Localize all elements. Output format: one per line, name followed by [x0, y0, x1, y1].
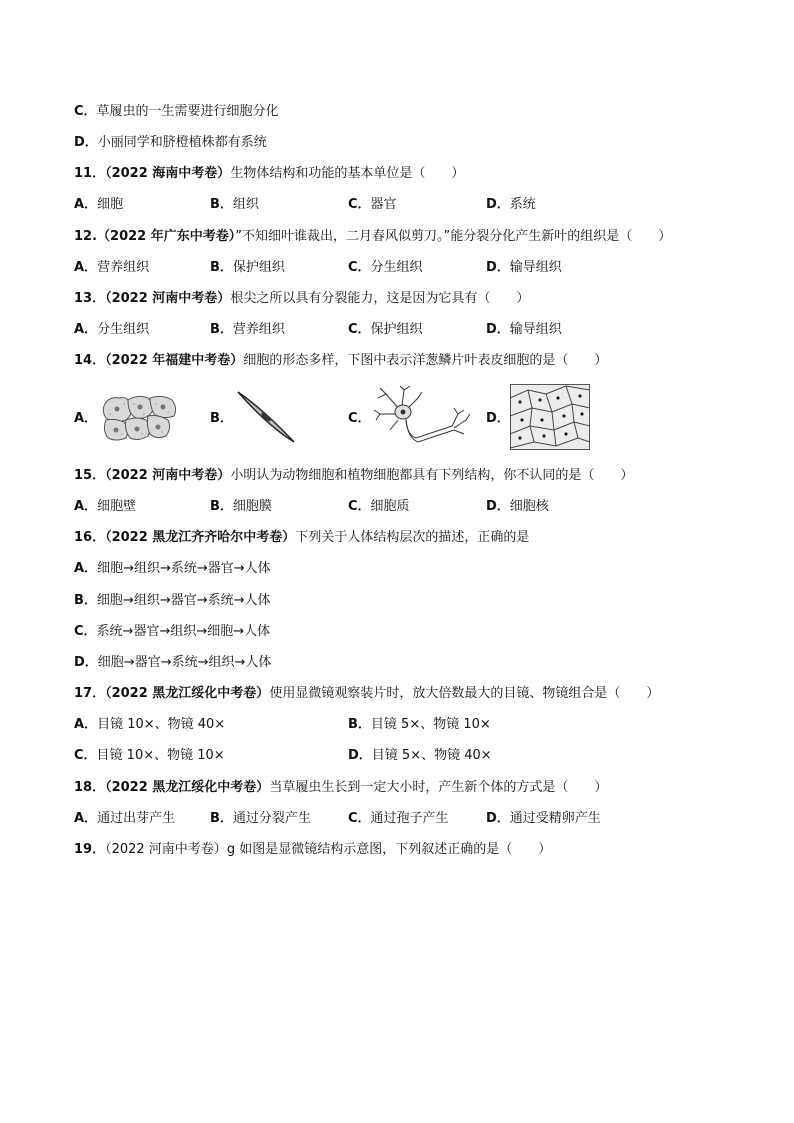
option-letter: B． — [210, 811, 233, 826]
option-letter: D． — [486, 499, 510, 514]
q14-option-a-label — [74, 410, 97, 428]
q16-option-c — [74, 623, 270, 641]
q13-option-c — [348, 321, 423, 339]
option-text: 器官 — [370, 197, 397, 212]
option-text: 输导组织 — [509, 322, 562, 337]
question-stem: 生物体结构和功能的基本单位是（ ） — [230, 166, 465, 181]
q12-option-b — [210, 259, 285, 277]
q18-option-c — [348, 810, 449, 828]
option-text: 分生组织 — [370, 260, 423, 275]
option-letter: B． — [348, 717, 371, 732]
option-letter: C． — [348, 260, 371, 275]
option-text: 系统 — [509, 197, 536, 212]
option-text: 输导组织 — [509, 260, 562, 275]
option-letter: C． — [74, 104, 97, 119]
option-text: 目镜 10×、物镜 40× — [97, 717, 226, 732]
q11-option-a — [74, 196, 123, 214]
q17-option-d — [348, 747, 492, 765]
epithelial-cells-drawing — [100, 392, 180, 444]
question-stem: 细胞的形态多样，下图中表示洋葱鳞片叶表皮细胞的是（ ） — [243, 353, 608, 368]
option-letter: B． — [210, 322, 233, 337]
question-number: 17． — [74, 686, 106, 701]
q14-option-b-label — [210, 410, 233, 428]
option-letter: C． — [348, 499, 371, 514]
q18-option-a — [74, 810, 175, 828]
option-text: 系统→器官→组织→细胞→人体 — [96, 624, 271, 639]
option-letter: A． — [74, 811, 98, 826]
option-letter: A． — [74, 322, 98, 337]
q15-option-d — [486, 498, 549, 516]
option-text: 通过分裂产生 — [232, 811, 311, 826]
option-letter: A． — [74, 197, 98, 212]
q13-option-d — [486, 321, 562, 339]
q11-option-c — [348, 196, 397, 214]
option-letter: C． — [348, 197, 371, 212]
option-letter: D． — [74, 655, 98, 670]
option-text: 保护组织 — [370, 322, 423, 337]
question-number: 12. — [74, 229, 98, 244]
question-number: 15． — [74, 468, 106, 483]
q15-option-c — [348, 498, 410, 516]
q15-option-a — [74, 498, 136, 516]
option-letter: C． — [74, 748, 97, 763]
q17-option-c — [74, 747, 225, 765]
q16-option-a — [74, 560, 271, 578]
option-text: 通过出芽产生 — [97, 811, 176, 826]
option-letter: A． — [74, 411, 98, 426]
q15-option-b — [210, 498, 272, 516]
option-text: 细胞 — [97, 197, 124, 212]
q14-option-c-label — [348, 410, 371, 428]
option-text: 细胞→组织→系统→器官→人体 — [97, 561, 271, 576]
question-source: （2022 海南中考卷） — [105, 166, 231, 181]
option-letter: B． — [210, 499, 233, 514]
question-number: 19． — [74, 842, 106, 857]
q14-option-d-label — [486, 410, 510, 428]
neuron-drawing — [372, 384, 472, 448]
question-16 — [74, 529, 529, 547]
q16-option-b — [74, 592, 271, 610]
option-text: 小丽同学和脐橙植株都有系统 — [97, 135, 267, 150]
partial-option-c — [74, 103, 279, 121]
q13-option-b — [210, 321, 285, 339]
q18-option-b — [210, 810, 311, 828]
option-text: 保护组织 — [232, 260, 285, 275]
option-letter: B． — [210, 197, 233, 212]
question-stem: g 如图是显微镜结构示意图，下列叙述正确的是（ ） — [226, 842, 552, 857]
question-number: 11． — [74, 166, 106, 181]
question-number: 18． — [74, 780, 106, 795]
question-13 — [74, 290, 529, 308]
question-source: （2022 年广东中考卷） — [97, 229, 236, 244]
q12-option-d — [486, 259, 562, 277]
question-number: 14． — [74, 353, 106, 368]
question-number: 13． — [74, 291, 106, 306]
option-text: 草履虫的一生需要进行细胞分化 — [96, 104, 279, 119]
option-text: 通过孢子产生 — [370, 811, 449, 826]
option-text: 细胞→器官→系统→组织→人体 — [97, 655, 272, 670]
smooth-muscle-cell-drawing — [234, 388, 298, 446]
partial-option-d — [74, 134, 267, 152]
q17-option-b — [348, 716, 491, 734]
option-letter: B． — [210, 411, 233, 426]
option-text: 细胞膜 — [232, 499, 272, 514]
option-letter: D． — [486, 811, 510, 826]
option-letter: D． — [486, 260, 510, 275]
option-text: 目镜 10×、物镜 10× — [96, 748, 225, 763]
question-source: （2022 黑龙江绥化中考卷） — [105, 780, 270, 795]
question-17 — [74, 685, 659, 703]
q17-option-a — [74, 716, 225, 734]
question-stem: 使用显微镜观察装片时，放大倍数最大的目镜、物镜组合是（ ） — [269, 686, 660, 701]
option-letter: D． — [486, 197, 510, 212]
option-text: 细胞壁 — [97, 499, 137, 514]
question-number: 16． — [74, 530, 106, 545]
q13-option-a — [74, 321, 149, 339]
question-source: （2022 河南中考卷） — [105, 291, 231, 306]
option-text: 目镜 5×、物镜 40× — [371, 748, 492, 763]
option-letter: A． — [74, 561, 98, 576]
option-text: 营养组织 — [97, 260, 150, 275]
q18-option-d — [486, 810, 601, 828]
question-stem: 下列关于人体结构层次的描述，正确的是 — [295, 530, 530, 545]
question-source: （2022 黑龙江齐齐哈尔中考卷） — [105, 530, 296, 545]
question-source: （2022 黑龙江绥化中考卷） — [105, 686, 270, 701]
option-text: 通过受精卵产生 — [509, 811, 601, 826]
question-14 — [74, 352, 607, 370]
q12-option-c — [348, 259, 423, 277]
question-source: （2022 河南中考卷） — [105, 468, 231, 483]
q11-option-d — [486, 196, 536, 214]
q16-option-d — [74, 654, 271, 672]
question-19 — [74, 841, 551, 859]
option-text: 分生组织 — [97, 322, 150, 337]
question-source: （2022 河南中考卷） — [105, 842, 227, 857]
option-letter: C． — [348, 811, 371, 826]
option-letter: C． — [74, 624, 97, 639]
question-15 — [74, 467, 633, 485]
onion-epidermis-cells-drawing — [510, 384, 590, 450]
option-letter: C． — [348, 411, 371, 426]
option-letter: B． — [210, 260, 233, 275]
question-18 — [74, 779, 607, 797]
option-letter: A． — [74, 717, 98, 732]
option-letter: D． — [486, 411, 510, 426]
option-text: 细胞核 — [509, 499, 549, 514]
option-text: 组织 — [232, 197, 259, 212]
option-letter: C． — [348, 322, 371, 337]
question-stem: ”不知细叶谁裁出，二月春风似剪刀。”能分裂分化产生新叶的组织是（ ） — [235, 229, 672, 244]
option-letter: D． — [348, 748, 372, 763]
option-text: 目镜 5×、物镜 10× — [370, 717, 491, 732]
question-source: （2022 年福建中考卷） — [105, 353, 244, 368]
option-text: 营养组织 — [232, 322, 285, 337]
option-letter: A． — [74, 499, 98, 514]
question-12 — [74, 228, 671, 246]
q12-option-a — [74, 259, 149, 277]
q11-option-b — [210, 196, 259, 214]
option-letter: D． — [74, 135, 98, 150]
option-letter: D． — [486, 322, 510, 337]
question-stem: 当草履虫生长到一定大小时，产生新个体的方式是（ ） — [269, 780, 608, 795]
question-11 — [74, 165, 464, 183]
question-stem: 根尖之所以具有分裂能力，这是因为它具有（ ） — [230, 291, 530, 306]
question-stem: 小明认为动物细胞和植物细胞都具有下列结构，你不认同的是（ ） — [230, 468, 634, 483]
option-letter: B． — [74, 593, 97, 608]
option-text: 细胞→组织→器官→系统→人体 — [96, 593, 271, 608]
option-letter: A． — [74, 260, 98, 275]
option-text: 细胞质 — [370, 499, 410, 514]
